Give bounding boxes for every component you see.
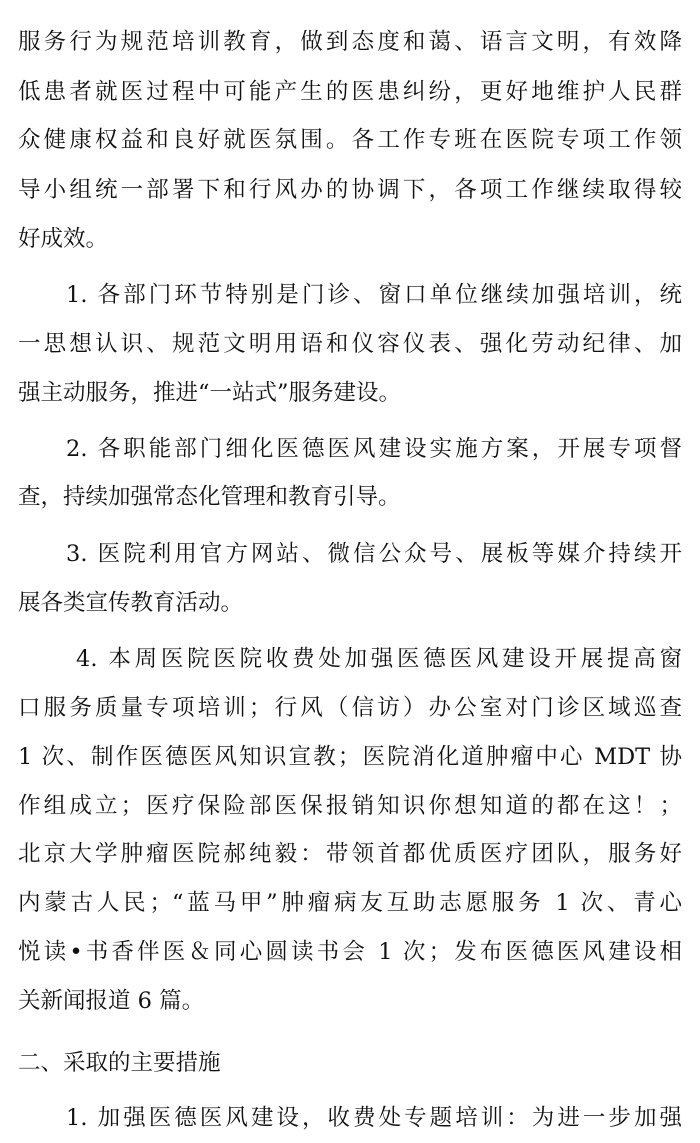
- measure-item-1-line: 1. 加强医德医风建设，收费处专题培训：为进一步加强: [66, 1105, 682, 1131]
- paragraph-line: 服务行为规范培训教育，做到态度和蔼、语言文明，有效降: [18, 29, 682, 55]
- list-item-3-line: 3. 医院利用官方网站、微信公众号、展板等媒介持续开: [66, 541, 682, 567]
- list-item-3-line: 展各类宣传教育活动。: [18, 590, 244, 616]
- list-item-1-line: 1. 各部门环节特别是门诊、窗口单位继续加强培训，统: [66, 282, 682, 308]
- list-item-2-line: 2. 各职能部门细化医德医风建设实施方案，开展专项督: [66, 436, 682, 462]
- paragraph-line: 众健康权益和良好就医氛围。各工作专班在医院专项工作领: [18, 127, 682, 153]
- list-item-4-line: 口服务质量专项培训；行风（信访）办公室对门诊区域巡查: [18, 695, 682, 721]
- paragraph-line: 低患者就医过程中可能产生的医患纠纷，更好地维护人民群: [18, 79, 682, 105]
- paragraph-line: 导小组统一部署下和行风办的协调下，各项工作继续取得较: [18, 177, 682, 203]
- list-item-4-line: 4. 本周医院医院收费处加强医德医风建设开展提高窗: [76, 646, 682, 672]
- list-item-4-line: 关新闻报道 6 篇。: [18, 988, 205, 1014]
- list-item-4-line: 作组成立；医疗保险部医保报销知识你想知道的都在这！；: [18, 793, 682, 819]
- section-heading: 二、采取的主要措施: [18, 1050, 221, 1076]
- list-item-1-line: 强主动服务，推进“一站式”服务建设。: [18, 380, 402, 406]
- list-item-1-line: 一思想认识、规范文明用语和仪容仪表、强化劳动纪律、加: [18, 331, 682, 357]
- list-item-4-line: 内蒙古人民；“蓝马甲”肿瘤病友互助志愿服务 1 次、青心: [18, 890, 682, 916]
- paragraph-line: 好成效。: [18, 226, 109, 252]
- list-item-4-line: 1 次、制作医德医风知识宣教；医院消化道肿瘤中心 MDT 协: [18, 744, 682, 770]
- list-item-2-line: 查，持续加强常态化管理和教育引导。: [18, 484, 401, 510]
- list-item-4-line: 北京大学肿瘤医院郝纯毅：带领首都优质医疗团队，服务好: [18, 841, 682, 867]
- list-item-4-line: 悦读•书香伴医＆同心圆读书会 1 次；发布医德医风建设相: [18, 939, 682, 965]
